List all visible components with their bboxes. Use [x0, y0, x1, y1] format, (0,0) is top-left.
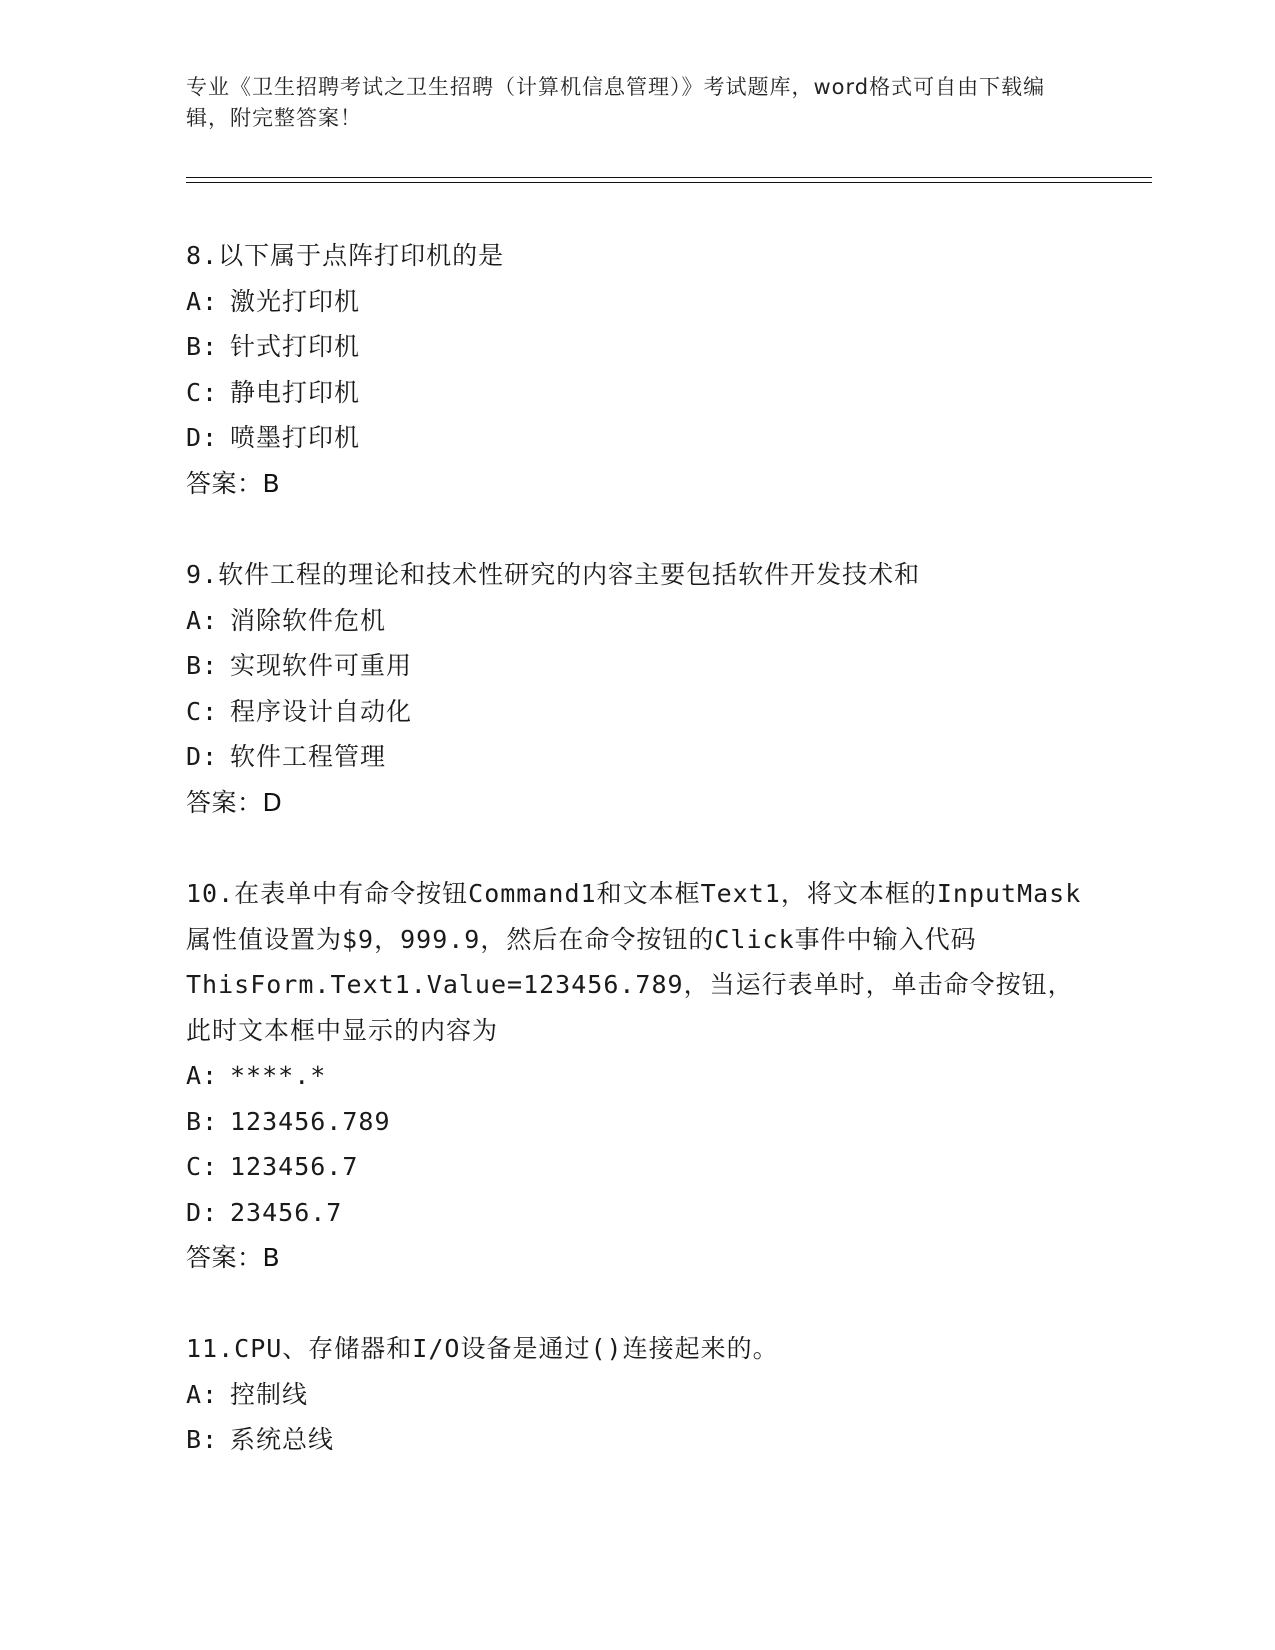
- option-text: 喷墨打印机: [230, 423, 361, 452]
- option-letter: B:: [186, 1106, 219, 1136]
- option-letter: B:: [186, 651, 219, 680]
- option-letter: A:: [186, 1061, 219, 1090]
- option-a: [186, 279, 1086, 325]
- question-8: [186, 233, 1086, 506]
- question-stem: 10.在表单中有命令按钮Command1和文本框Text1，将文本框的InputMask属性值设置为$9，999.9，然后在命令按钮的Click事件中输入代码ThisForm.Text1.Value=123456.789，当运行表单时，单击命令按钮，此时文本框中显示的内容为: [186, 879, 1082, 1045]
- question-stem: 8.以下属于点阵打印机的是: [186, 241, 505, 270]
- option-text: 软件工程管理: [230, 742, 387, 771]
- option-text: 针式打印机: [230, 332, 361, 361]
- option-a: [186, 1372, 1086, 1418]
- option-letter: C:: [186, 696, 219, 726]
- option-letter: D:: [186, 742, 219, 771]
- question-9: [186, 552, 1086, 825]
- question-stem: 11.CPU、存储器和I/O设备是通过()连接起来的。: [186, 1334, 779, 1363]
- option-a: [186, 1053, 1086, 1099]
- option-letter: D:: [186, 423, 219, 452]
- option-letter: D:: [186, 1197, 219, 1227]
- option-c: [186, 1144, 1086, 1190]
- question-11: [186, 1326, 1086, 1463]
- option-text: ****.*: [230, 1061, 327, 1090]
- option-c: [186, 689, 1086, 735]
- option-d: [186, 734, 1086, 780]
- option-text: 激光打印机: [230, 286, 361, 316]
- answer-line: 答案：B: [186, 468, 281, 498]
- option-text: 实现软件可重用: [230, 651, 413, 680]
- answer-line: 答案：B: [186, 1243, 281, 1272]
- option-b: [186, 324, 1086, 370]
- option-c: [186, 370, 1086, 416]
- option-text: 消除软件危机: [230, 605, 387, 635]
- option-text: 控制线: [230, 1379, 309, 1409]
- option-b: [186, 1099, 1086, 1145]
- option-text: 23456.7: [230, 1197, 343, 1227]
- answer-line: 答案：D: [186, 787, 283, 817]
- option-letter: A:: [186, 286, 219, 316]
- option-letter: C:: [186, 377, 219, 407]
- option-b: [186, 643, 1086, 689]
- option-text: 123456.789: [230, 1106, 391, 1136]
- question-stem: 9.软件工程的理论和技术性研究的内容主要包括软件开发技术和: [186, 560, 921, 589]
- header-divider-bottom: [186, 182, 1152, 183]
- option-letter: B:: [186, 1425, 219, 1454]
- option-text: 123456.7: [230, 1152, 359, 1181]
- option-text: 静电打印机: [230, 377, 361, 407]
- option-letter: C:: [186, 1152, 219, 1181]
- document-intro: 专业《卫生招聘考试之卫生招聘（计算机信息管理）》考试题库，word格式可自由下载编辑，附完整答案！: [186, 75, 1046, 130]
- option-letter: B:: [186, 332, 219, 361]
- option-b: [186, 1417, 1086, 1463]
- option-letter: A:: [186, 605, 219, 635]
- option-text: 程序设计自动化: [230, 696, 413, 726]
- question-10: [186, 871, 1086, 1281]
- header-divider-top: [186, 177, 1152, 178]
- option-text: 系统总线: [230, 1425, 335, 1454]
- option-d: [186, 415, 1086, 461]
- option-a: [186, 598, 1086, 644]
- option-d: [186, 1190, 1086, 1236]
- option-letter: A:: [186, 1379, 219, 1409]
